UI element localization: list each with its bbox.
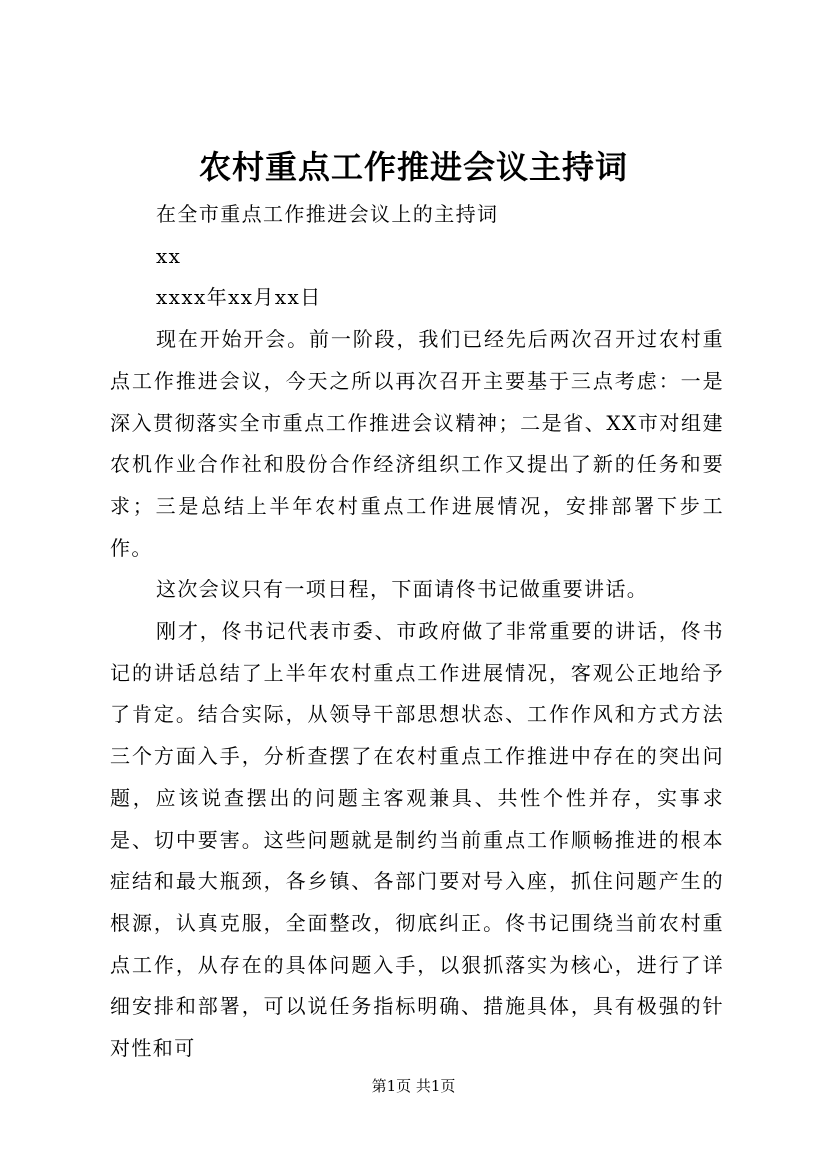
body-paragraph: 这次会议只有一项日程，下面请佟书记做重要讲话。 — [156, 577, 649, 602]
page-footer: 第1页 共1页 — [371, 1077, 456, 1095]
document-body — [110, 194, 724, 1070]
body-paragraph: 刚才，佟书记代表市委、市政府做了非常重要的讲话，佟书记的讲话总结了上半年农村重点工作进展情况，客观公正地给予了肯定。结合实际，从领导干部思想状态、工作作风和方式方法三个方面入手，分析查摆了在农村重点工作推进中存在的突出问题，应该说查摆出的问题主客观兼具、共性个性并存，实事求是、切中要害。这些问题就是制约当前重点工作顺畅推进的根本症结和最大瓶颈，各乡镇、各部门要对号入座，抓住问题产生的根源，认真克服，全面整改，彻底纠正。佟书记围绕当前农村重点工作，从存在的具体问题入手，以狠抓落实为核心，进行了详细安排和部署，可以说任务指标明确、措施具体，具有极强的针对性和可 — [110, 619, 724, 1061]
document-title: 农村重点工作推进会议主持词 — [198, 148, 628, 186]
subtitle-paragraph: 在全市重点工作推进会议上的主持词 — [156, 202, 499, 226]
author-paragraph: xx — [156, 243, 182, 268]
date-paragraph: xxxx年xx月xx日 — [156, 285, 322, 310]
body-paragraph: 现在开始开会。前一阶段，我们已经先后两次召开过农村重点工作推进会议，今天之所以再次召开主要基于三点考虑：一是深入贯彻落实全市重点工作推进会议精神；二是省、XX市对组建农机作业合作社和股份合作经济组织工作又提出了新的任务和要求；三是总结上半年农村重点工作进展情况，安排部署下步工作。 — [110, 327, 724, 560]
